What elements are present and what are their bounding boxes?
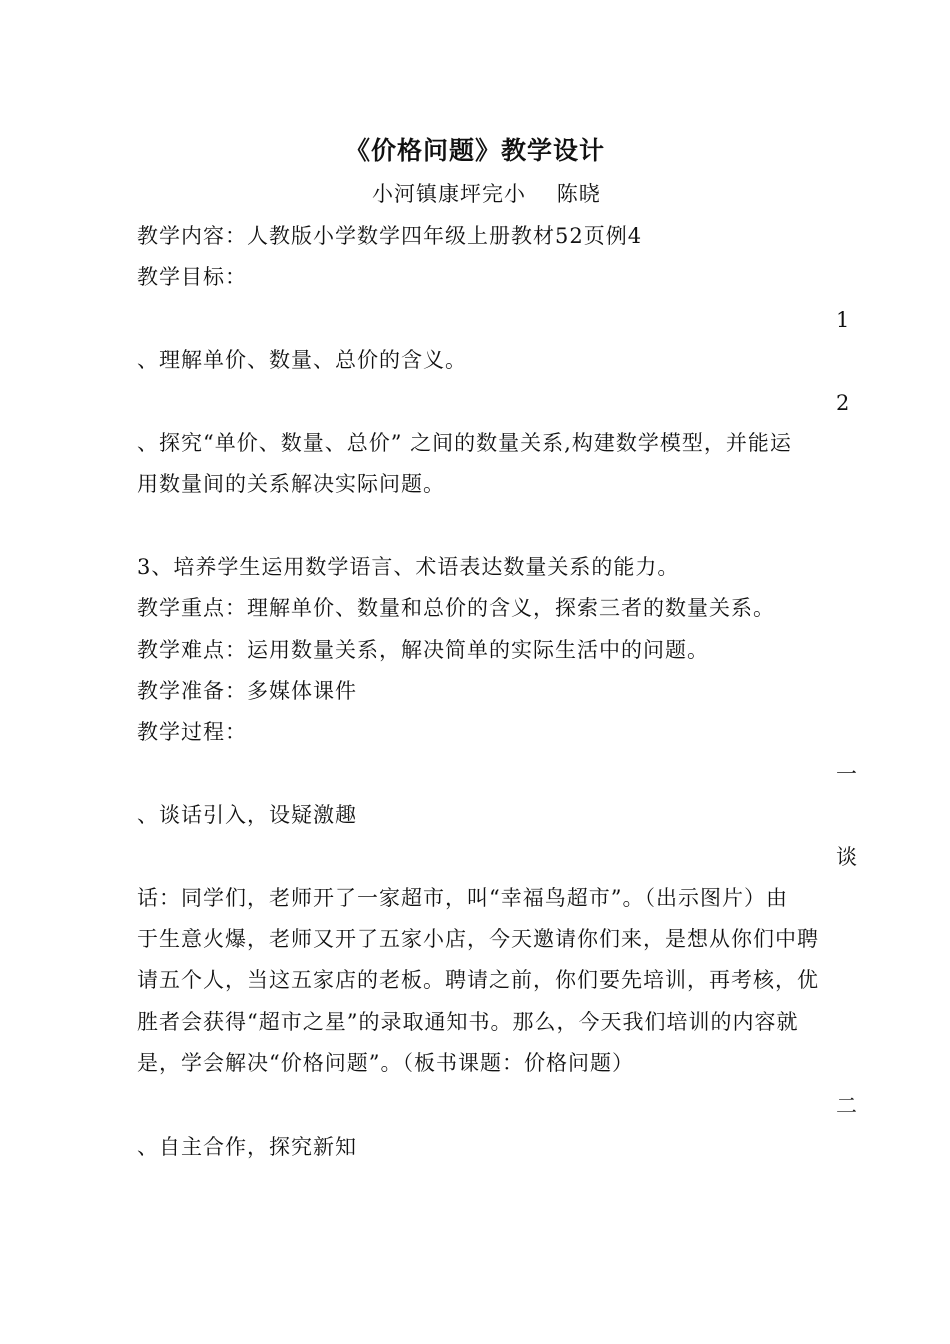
objective-1-text: 、理解单价、数量、总价的含义。 [137, 348, 467, 372]
talk-line-3: 请五个人，当这五家店的老板。聘请之前，你们要先培训，再考核，优 [137, 968, 819, 992]
talk-line-5: 是，学会解决“价格问题”。（板书课题：价格问题） [137, 1051, 634, 1075]
section-2-title: 、自主合作，探究新知 [137, 1135, 357, 1159]
difficulty: 教学难点：运用数量关系，解决简单的实际生活中的问题。 [137, 638, 709, 662]
talk-line-4: 胜者会获得“超市之星”的录取通知书。那么，今天我们培训的内容就 [137, 1010, 799, 1034]
author-line: 小河镇康坪完小 陈晓 [372, 182, 601, 206]
talk-line-2: 于生意火爆，老师又开了五家小店，今天邀请你们来，是想从你们中聘 [137, 927, 819, 951]
section-1-title: 、谈话引入，设疑激趣 [137, 803, 357, 827]
process-heading: 教学过程： [137, 720, 247, 744]
objective-1-number: 1 [836, 308, 850, 332]
section-1-number: 一 [836, 762, 857, 786]
talk-line-1: 话：同学们，老师开了一家超市，叫“幸福鸟超市”。（出示图片）由 [137, 886, 788, 910]
key-point: 教学重点：理解单价、数量和总价的含义，探索三者的数量关系。 [137, 596, 775, 620]
teaching-content: 教学内容：人教版小学数学四年级上册教材52页例4 [137, 224, 643, 248]
talk-first-char: 谈 [836, 845, 857, 869]
objective-3-text: 3、培养学生运用数学语言、术语表达数量关系的能力。 [137, 555, 680, 579]
section-2-number: 二 [836, 1094, 857, 1118]
objective-2-number: 2 [836, 391, 850, 415]
objective-2-line-1: 、探究“单价、数量、总价” 之间的数量关系,构建数学模型，并能运 [137, 431, 792, 455]
document-title: 《价格问题》教学设计 [344, 136, 605, 165]
objectives-heading: 教学目标： [137, 265, 247, 289]
preparation: 教学准备：多媒体课件 [137, 679, 357, 703]
objective-2-line-2: 用数量间的关系解决实际问题。 [137, 472, 445, 496]
